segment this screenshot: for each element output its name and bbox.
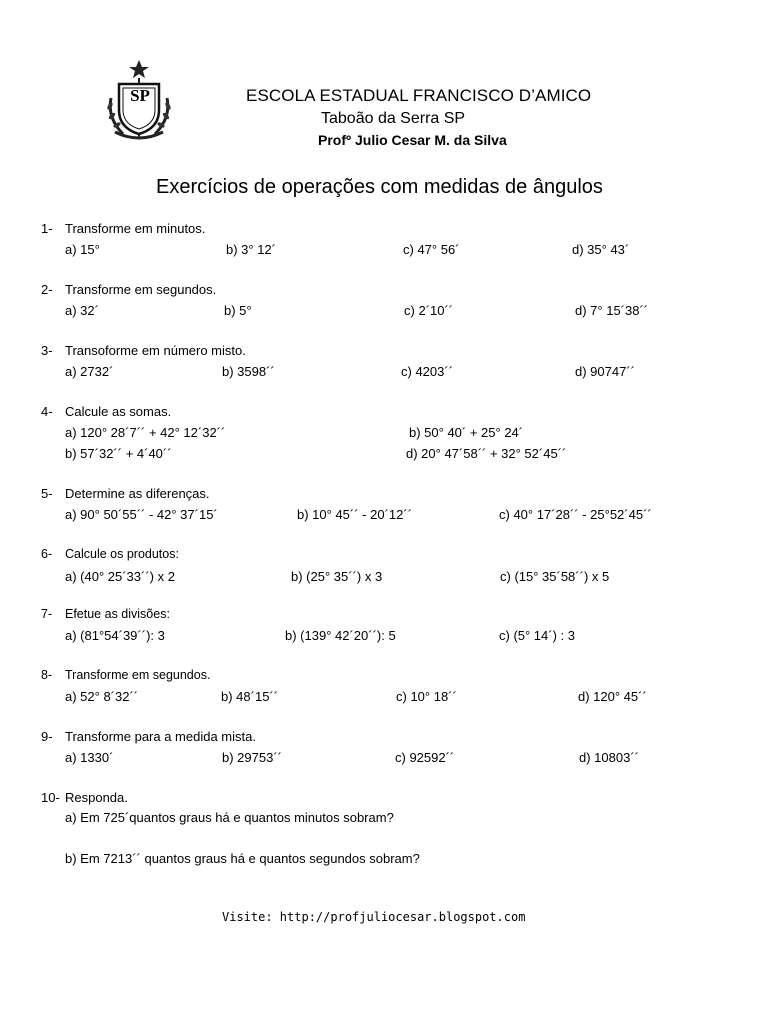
footer-blog-link[interactable]: Visite: http://profjuliocesar.blogspot.com [222, 910, 526, 924]
q3-item-a: a) 2732´ [65, 364, 114, 379]
q1-item-b: b) 3° 12´ [226, 242, 277, 257]
question-3: 3- Transoforme em número misto. [41, 343, 246, 358]
teacher-name: Profº Julio Cesar M. da Silva [318, 132, 507, 148]
question-9: 9- Transforme para a medida mista. [41, 729, 256, 744]
school-name: ESCOLA ESTADUAL FRANCISCO D’AMICO [246, 86, 592, 105]
q1-item-d: d) 35° 43´ [572, 242, 630, 257]
q8-item-c: c) 10° 18´´ [396, 689, 457, 704]
q7-item-a: a) (81°54´39´´): 3 [65, 628, 165, 643]
school-city: Taboão da Serra SP [321, 110, 466, 127]
q4-item-d: d) 20° 47´58´´ + 32° 52´45´´ [406, 446, 567, 461]
q7-item-b: b) (139° 42´20´´): 5 [285, 628, 396, 643]
question-8: 8- Transforme em segundos. [41, 668, 211, 682]
q4-item-a: a) 120° 28´7´´ + 42° 12´32´´ [65, 425, 226, 440]
q5-item-a: a) 90° 50´55´´ - 42° 37´15´ [65, 507, 218, 522]
q9-item-a: a) 1330´ [65, 750, 114, 765]
q6-item-b: b) (25° 35´´) x 3 [291, 569, 383, 584]
q9-item-d: d) 10803´´ [579, 750, 639, 765]
q5-item-b: b) 10° 45´´ - 20´12´´ [297, 507, 413, 522]
q3-item-b: b) 3598´´ [222, 364, 275, 379]
q10-item-a: a) Em 725´quantos graus há e quantos minutos sobram? [65, 810, 394, 825]
q6-item-a: a) (40° 25´33´´) x 2 [65, 569, 175, 584]
q6-item-c: c) (15° 35´58´´) x 5 [500, 569, 610, 584]
question-2: 2- Transforme em segundos. [41, 282, 217, 297]
question-5: 5- Determine as diferenças. [41, 486, 210, 501]
q10-item-b: b) Em 7213´´ quantos graus há e quantos segundos sobram? [65, 851, 420, 866]
q3-item-d: d) 90747´´ [575, 364, 635, 379]
q5-item-c: c) 40° 17´28´´ - 25°52´45´´ [499, 507, 652, 522]
q8-item-d: d) 120° 45´´ [578, 689, 647, 704]
question-6: 6- Calcule os produtos: [41, 547, 179, 561]
question-7: 7- Efetue as divisões: [41, 607, 170, 621]
q2-item-a: a) 32´ [65, 303, 99, 318]
q4-item-c: b) 57´32´´ + 4´40´´ [65, 446, 172, 461]
q9-item-b: b) 29753´´ [222, 750, 282, 765]
q1-item-a: a) 15° [65, 242, 100, 257]
q2-item-d: d) 7° 15´38´´ [575, 303, 649, 318]
seal-monogram: SP [130, 86, 150, 105]
q2-item-b: b) 5° [224, 303, 252, 318]
q8-item-a: a) 52° 8´32´´ [65, 689, 139, 704]
page-title: Exercícios de operações com medidas de ângulos [156, 176, 603, 198]
q7-item-c: c) (5° 14´) : 3 [499, 628, 575, 643]
q9-item-c: c) 92592´´ [395, 750, 455, 765]
q1-item-c: c) 47° 56´ [403, 242, 460, 257]
q3-item-c: c) 4203´´ [401, 364, 454, 379]
question-10: 10- Responda. [41, 790, 128, 805]
question-1: 1- Transforme em minutos. [41, 221, 206, 236]
question-4: 4- Calcule as somas. [41, 404, 172, 419]
q2-item-c: c) 2´10´´ [404, 303, 454, 318]
q8-item-b: b) 48´15´´ [221, 689, 279, 704]
q4-item-b: b) 50° 40´ + 25° 24´ [409, 425, 524, 440]
